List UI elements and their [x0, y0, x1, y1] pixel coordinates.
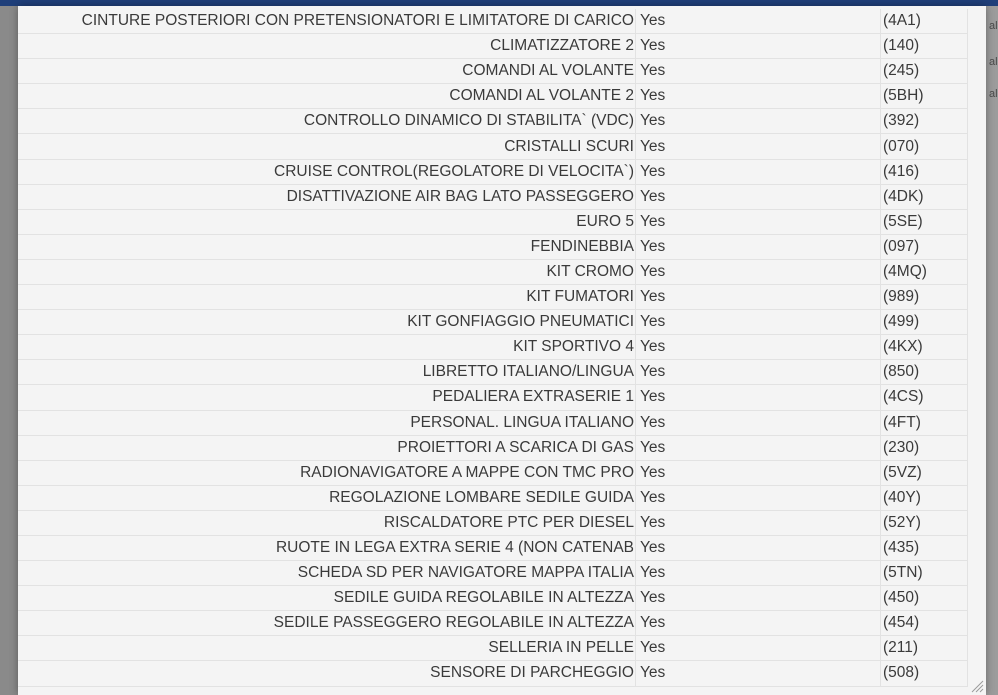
option-value-cell: Yes [635, 385, 880, 409]
option-name-cell: COMANDI AL VOLANTE [462, 62, 634, 80]
option-value-cell: Yes [635, 611, 880, 635]
table-row [18, 411, 968, 436]
option-name-cell: SENSORE DI PARCHEGGIO [430, 664, 634, 682]
option-value-cell: Yes [635, 285, 880, 309]
option-name-cell: KIT SPORTIVO 4 [513, 338, 634, 356]
option-name-cell: DISATTIVAZIONE AIR BAG LATO PASSEGGERO [286, 187, 634, 205]
option-value-cell: Yes [635, 461, 880, 485]
table-row [18, 586, 968, 611]
table-row [18, 34, 968, 59]
option-code-cell: (450) [880, 586, 968, 610]
option-name-cell: EURO 5 [576, 212, 634, 230]
option-code-cell: (508) [880, 661, 968, 685]
option-value-cell: Yes [635, 34, 880, 58]
option-value-cell: Yes [635, 260, 880, 284]
table-row [18, 235, 968, 260]
option-value-cell: Yes [635, 636, 880, 660]
table-row [18, 260, 968, 285]
table-row [18, 210, 968, 235]
table-row [18, 335, 968, 360]
option-value-cell: Yes [635, 536, 880, 560]
option-value-cell: Yes [635, 210, 880, 234]
option-name-cell: SCHEDA SD PER NAVIGATORE MAPPA ITALIA [297, 564, 634, 582]
option-value-cell: Yes [635, 436, 880, 460]
option-code-cell: (4DK) [880, 185, 968, 209]
option-value-cell: Yes [635, 561, 880, 585]
background-text: al [989, 20, 998, 32]
option-name-cell: REGOLAZIONE LOMBARE SEDILE GUIDA [329, 488, 634, 506]
option-name-cell: COMANDI AL VOLANTE 2 [449, 87, 634, 105]
option-code-cell: (5BH) [880, 84, 968, 108]
option-name-cell: SEDILE GUIDA REGOLABILE IN ALTEZZA [333, 589, 634, 607]
table-row [18, 134, 968, 159]
option-code-cell: (4CS) [880, 385, 968, 409]
option-code-cell: (40Y) [880, 486, 968, 510]
options-table [18, 9, 968, 687]
table-row [18, 59, 968, 84]
option-value-cell: Yes [635, 486, 880, 510]
option-code-cell: (989) [880, 285, 968, 309]
table-row [18, 360, 968, 385]
option-value-cell: Yes [635, 310, 880, 334]
resize-grip-icon[interactable] [970, 679, 984, 693]
table-row [18, 285, 968, 310]
option-name-cell: CRISTALLI SCURI [504, 137, 634, 155]
option-code-cell: (850) [880, 360, 968, 384]
option-value-cell: Yes [635, 134, 880, 158]
table-row [18, 661, 968, 686]
option-value-cell: Yes [635, 511, 880, 535]
option-code-cell: (140) [880, 34, 968, 58]
table-row [18, 486, 968, 511]
table-row [18, 310, 968, 335]
option-code-cell: (097) [880, 235, 968, 259]
table-row [18, 385, 968, 410]
option-name-cell: PROIETTORI A SCARICA DI GAS [397, 438, 634, 456]
option-code-cell: (4FT) [880, 411, 968, 435]
option-code-cell: (435) [880, 536, 968, 560]
table-row [18, 511, 968, 536]
option-name-cell: RUOTE IN LEGA EXTRA SERIE 4 (NON CATENAB [275, 539, 634, 557]
background-text: al [989, 56, 998, 68]
option-name-cell: RADIONAVIGATORE A MAPPE CON TMC PRO [300, 463, 634, 481]
option-code-cell: (4A1) [880, 9, 968, 33]
option-value-cell: Yes [635, 84, 880, 108]
background-text: al [989, 88, 998, 100]
option-code-cell: (52Y) [880, 511, 968, 535]
option-name-cell: PERSONAL. LINGUA ITALIANO [410, 413, 634, 431]
option-value-cell: Yes [635, 586, 880, 610]
table-row [18, 436, 968, 461]
option-value-cell: Yes [635, 411, 880, 435]
table-row [18, 536, 968, 561]
option-name-cell: CLIMATIZZATORE 2 [490, 37, 634, 55]
table-row [18, 561, 968, 586]
option-code-cell: (454) [880, 611, 968, 635]
option-code-cell: (392) [880, 109, 968, 133]
table-row [18, 9, 968, 34]
option-name-cell: LIBRETTO ITALIANO/LINGUA [422, 363, 634, 381]
option-name-cell: KIT GONFIAGGIO PNEUMATICI [407, 313, 634, 331]
option-code-cell: (499) [880, 310, 968, 334]
option-code-cell: (230) [880, 436, 968, 460]
option-name-cell: CINTURE POSTERIORI CON PRETENSIONATORI E LIMITATORE DI CARICO [81, 12, 634, 30]
option-name-cell: KIT CROMO [546, 262, 634, 280]
option-code-cell: (245) [880, 59, 968, 83]
table-row [18, 84, 968, 109]
table-row [18, 611, 968, 636]
option-value-cell: Yes [635, 661, 880, 685]
option-value-cell: Yes [635, 185, 880, 209]
option-name-cell: RISCALDATORE PTC PER DIESEL [383, 513, 634, 531]
option-name-cell: CRUISE CONTROL(REGOLATORE DI VELOCITA`) [274, 162, 634, 180]
option-value-cell: Yes [635, 160, 880, 184]
option-name-cell: SELLERIA IN PELLE [488, 639, 634, 657]
option-code-cell: (5TN) [880, 561, 968, 585]
option-value-cell: Yes [635, 235, 880, 259]
table-row [18, 185, 968, 210]
option-name-cell: PEDALIERA EXTRASERIE 1 [432, 388, 634, 406]
option-name-cell: KIT FUMATORI [526, 288, 634, 306]
option-code-cell: (4KX) [880, 335, 968, 359]
table-row [18, 636, 968, 661]
option-value-cell: Yes [635, 360, 880, 384]
table-row [18, 109, 968, 134]
table-row [18, 461, 968, 486]
background-page-sliver [986, 0, 998, 695]
option-code-cell: (070) [880, 134, 968, 158]
option-code-cell: (4MQ) [880, 260, 968, 284]
option-value-cell: Yes [635, 9, 880, 33]
option-code-cell: (5VZ) [880, 461, 968, 485]
table-row [18, 160, 968, 185]
option-name-cell: FENDINEBBIA [530, 237, 634, 255]
option-name-cell: CONTROLLO DINAMICO DI STABILITA` (VDC) [303, 112, 634, 130]
option-name-cell: SEDILE PASSEGGERO REGOLABILE IN ALTEZZA [273, 614, 634, 632]
option-code-cell: (5SE) [880, 210, 968, 234]
option-value-cell: Yes [635, 109, 880, 133]
options-dialog [18, 6, 986, 695]
option-value-cell: Yes [635, 59, 880, 83]
option-code-cell: (416) [880, 160, 968, 184]
option-value-cell: Yes [635, 335, 880, 359]
option-code-cell: (211) [880, 636, 968, 660]
